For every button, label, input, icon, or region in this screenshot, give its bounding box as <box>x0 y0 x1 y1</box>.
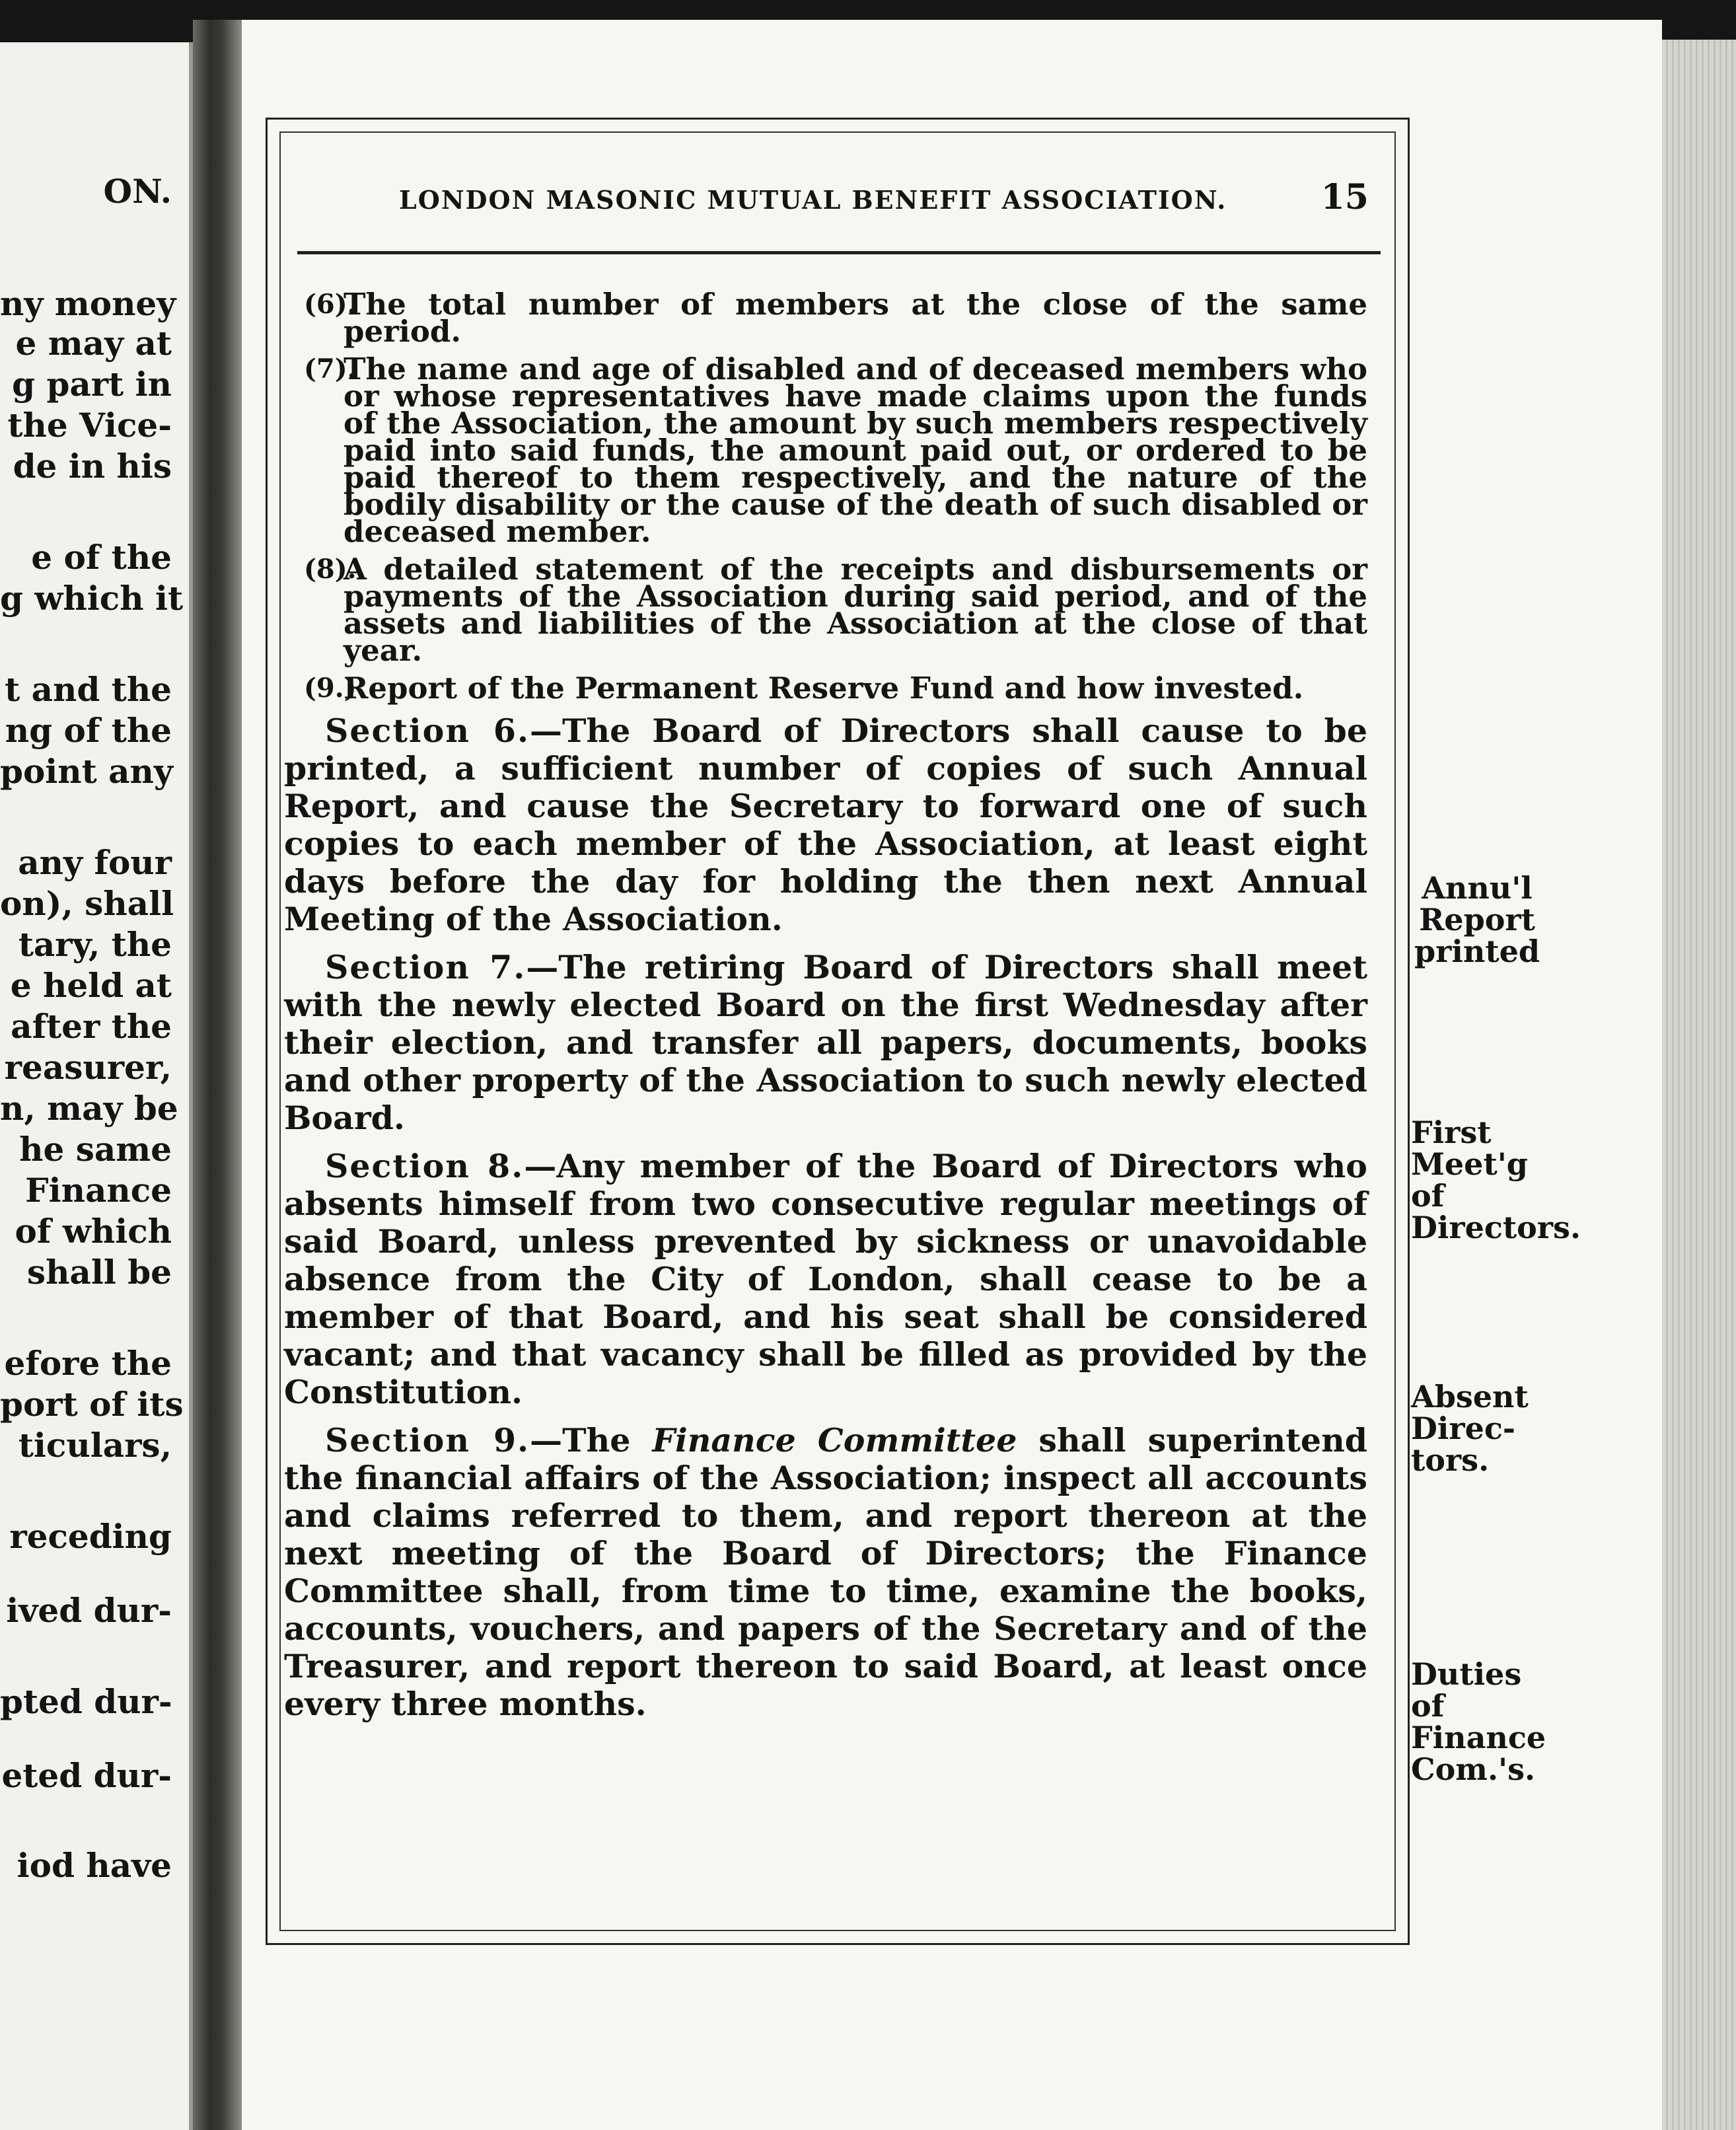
facing-page-fragment: eted dur- <box>1 1756 172 1795</box>
book-gutter <box>193 20 242 2130</box>
facing-page-fragment: e may at <box>15 324 172 363</box>
item-text: The name and age of disabled and of deceased members who or whose representatives have made claims upon the funds of the Association, the amount by such members respectively paid into said funds, the amount paid out, or ordered to be paid thereof to them respectively, and the nature of the bodily disability or the cause of the death of such disabled or deceased member. <box>344 351 1367 549</box>
section-text: —The retiring Board of Directors shall meet with the newly elected Board on the first Wednesday after their election, and transfer all papers, documents, books and other property of the Association to such newly elected Board. <box>284 948 1367 1137</box>
page-edges <box>1662 40 1736 2130</box>
section-8 <box>284 1148 1367 1411</box>
section-text: —Any member of the Board of Directors who absents himself from two consecutive regular meetings of said Board, unless prevented by sickness or unavoidable absence from the City of London, shall cease to be a member of that Board, and his seat shall be considered vacant; and that vacancy shall be filled as provided by the Constitution. <box>284 1147 1367 1411</box>
section-7 <box>284 949 1367 1137</box>
facing-page-fragment: iod have <box>17 1846 172 1885</box>
facing-page-fragment: he same <box>19 1130 172 1169</box>
book-page <box>242 20 1662 2130</box>
facing-page-fragment: de in his <box>13 447 172 486</box>
item-number: (8). <box>304 554 357 585</box>
item-number: (6). <box>304 289 357 320</box>
page-body <box>284 287 1367 1728</box>
section-text: —The Board of Directors shall cause to be printed, a sufficient number of copies of such Annual Report, and cause the Secretary to forward one of such copies to each member of the Association, at least eight days before the day for holding the then next Annual Meeting of the Association. <box>284 712 1367 938</box>
page-number: 15 <box>1320 177 1369 217</box>
facing-page-fragment: Finance <box>25 1171 172 1210</box>
facing-page-fragment: efore the <box>4 1344 172 1383</box>
item-text: Report of the Permanent Reserve Fund and how invested. <box>344 671 1304 706</box>
item-text: The total number of members at the close of the same period. <box>344 287 1367 349</box>
section-heading: Section 7. <box>325 948 526 986</box>
facing-page-fragment: point any <box>0 752 173 791</box>
section-text: —The <box>530 1421 653 1459</box>
facing-page-fragment: pted dur- <box>0 1682 172 1721</box>
section-text: shall superintend the financial affairs of the Association; inspect all accounts and claims referred to them, and report thereon at the next meeting of the Board of Directors; the Finance Committee shall, from time to time, examine the books, accounts, vouchers, and papers of the Secretary and of the Treasurer, and report thereon to said Board, at least once every three months. <box>284 1421 1367 1723</box>
section-heading: Section 8. <box>325 1147 524 1185</box>
facing-page-fragment: e held at <box>10 966 172 1005</box>
facing-page-fragment: n, may be <box>0 1089 178 1128</box>
item-text: A detailed statement of the receipts and disbursements or payments of the Association during said period, and of the assets and liabilities of the Association at the close of that year. <box>344 552 1367 668</box>
facing-page-fragment: g part in <box>12 365 172 404</box>
facing-page-fragment: ON. <box>103 172 172 211</box>
margin-note-finance-duties: Duties of Finance Com.'s. <box>1411 1656 1546 1787</box>
page-header <box>305 177 1369 230</box>
facing-page-fragment: after the <box>11 1007 172 1046</box>
facing-page-fragment: port of its <box>0 1385 184 1424</box>
list-item <box>284 552 1367 668</box>
facing-page-fragment: reasurer, <box>4 1048 172 1087</box>
list-item <box>284 287 1367 349</box>
list-item <box>284 351 1367 549</box>
section-heading: Section 6. <box>325 712 530 750</box>
facing-page-fragment: ny money <box>0 284 176 323</box>
facing-page-fragment: ng of the <box>5 711 172 750</box>
section-6 <box>284 712 1367 938</box>
facing-page-fragment: on), shall <box>0 884 174 923</box>
margin-note-first-meeting: First Meet'g of Directors. <box>1411 1115 1581 1245</box>
section-9 <box>284 1422 1367 1723</box>
facing-page-fragment: e of the <box>31 538 172 577</box>
facing-page-fragment: the Vice- <box>7 406 172 445</box>
facing-page-fragment: receding <box>9 1517 172 1556</box>
facing-page-fragment: any four <box>18 843 172 882</box>
item-number: (7). <box>304 353 357 385</box>
facing-page-fragment: t and the <box>5 670 172 709</box>
facing-page-fragment: tary, the <box>18 925 172 964</box>
section-emphasis: Finance Committee <box>652 1421 1017 1459</box>
item-number: (9.) <box>304 673 357 704</box>
facing-page-fragment: shall be <box>26 1253 172 1292</box>
facing-page-fragment: ticulars, <box>18 1426 172 1465</box>
running-head: LONDON MASONIC MUTUAL BENEFIT ASSOCIATION. <box>399 185 1227 215</box>
facing-page-fragment: ived dur- <box>6 1591 172 1630</box>
header-rule <box>297 251 1381 254</box>
list-item <box>284 671 1367 706</box>
facing-page-fragment: of which <box>15 1212 172 1251</box>
facing-page <box>0 42 193 2130</box>
margin-note-absent-directors: Absent Direc-tors. <box>1411 1379 1529 1478</box>
section-heading: Section 9. <box>325 1421 530 1459</box>
margin-note-annual-report: Annu'l Report printed <box>1414 870 1540 969</box>
facing-page-fragment: g which it <box>0 579 184 618</box>
